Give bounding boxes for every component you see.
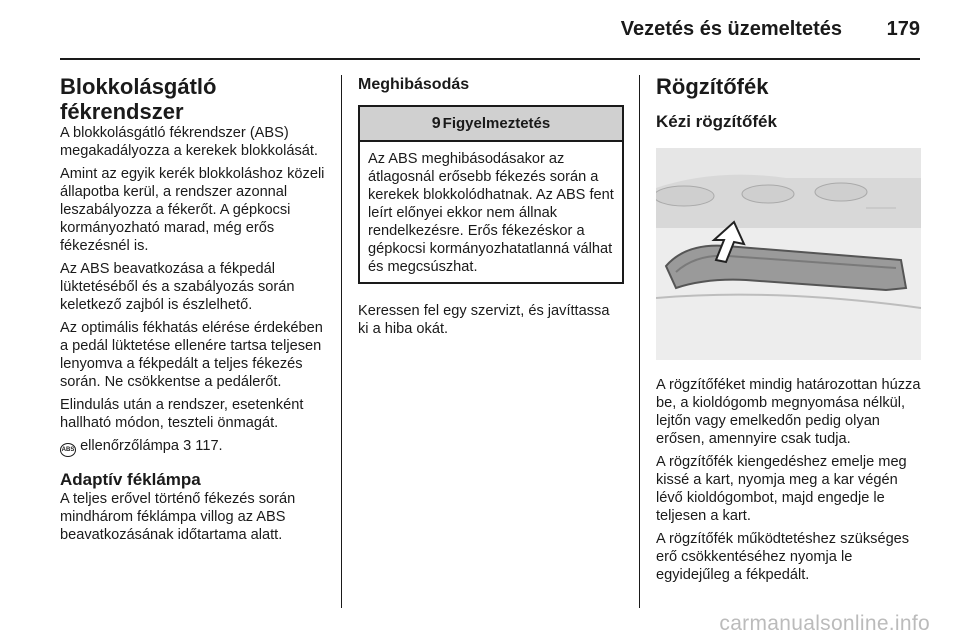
subtitle-manual-parking-brake: Kézi rögzítőfék <box>656 112 777 131</box>
paragraph: A teljes erővel történő fékezés során mindhárom féklámpa villog az ABS beavatkozásának időtartama alatt. <box>60 491 296 543</box>
paragraph: A rögzítőféket mindig határozottan húzza be, a kioldógomb megnyomása nélkül, lejtőn vagy emelkedőn pedig olyan erősen, amennyire csak tudja. <box>656 377 921 447</box>
page-header-title: Vezetés és üzemeltetés <box>620 18 842 40</box>
section-title-parking-brake: Rögzítőfék <box>656 74 769 99</box>
abs-reference <box>60 437 328 457</box>
column-divider-1 <box>341 75 342 608</box>
warning-header <box>360 107 622 142</box>
paragraph: Elindulás után a rendszer, esetenként hallható módon, teszteli önmagát. <box>60 397 304 431</box>
paragraph: A rögzítőfék működtetéshez szükséges erő csökkentéséhez nyomja le egyidejűleg a fékpedált. <box>656 531 910 583</box>
watermark: carmanualsonline.info <box>719 612 930 635</box>
paragraph: A blokkolásgátló fékrendszer (ABS) megakadályozza a kerekek blokkolását. <box>60 125 318 159</box>
parking-brake-illustration <box>656 148 921 360</box>
paragraph: Amint az egyik kerék blokkoláshoz közeli állapotba kerül, a rendszer azonnal leszabályozza a fékerőt. A gépkocsi kormányozható marad, még erős fékezésnél is. <box>60 166 325 254</box>
column-parking-brake <box>656 74 921 589</box>
page-number: 179 <box>886 18 920 40</box>
paragraph: Az ABS beavatkozása a fékpedál lüktetéséből és a szabályozás során keletkező zajból is észlelhető. <box>60 261 295 313</box>
abs-warning-lamp-icon: ABS <box>60 443 76 457</box>
warning-box <box>358 105 624 284</box>
reference-text: ellenőrzőlámpa <box>80 438 180 454</box>
warning-triangle-icon: 9 <box>431 114 441 132</box>
warning-text: Az ABS meghibásodásakor az átlagosnál erősebb fékezés során a kerekek blokkolódhatnak. Az ABS fent leírt előnyei ekkor nem állnak rendelkezésre. Erős fékezéskor a gépkocsi kormányozhatatlanná válhat és megcsúszhat. <box>368 151 614 275</box>
column-abs <box>60 74 328 549</box>
section-title-malfunction: Meghibásodás <box>358 76 470 93</box>
paragraph: Az optimális fékhatás elérése érdekében a pedál lüktetése ellenére tartsa teljesen lenyomva a fékpedált a teljes fékezés során. Ne csökkentse a pedálerőt. <box>60 320 323 390</box>
paragraph: A rögzítőfék kiengedéshez emelje meg kissé a kart, nyomja meg a kar végén lévő kioldógombot, majd engedje le teljesen a kart. <box>656 454 907 524</box>
warning-label: Figyelmeztetés <box>442 115 551 132</box>
header-rule <box>60 58 920 60</box>
page-reference-arrow-icon: 3 <box>183 438 192 454</box>
column-malfunction <box>358 74 624 343</box>
subtitle-adaptive-brake-light: Adaptív féklámpa <box>60 470 201 489</box>
paragraph: Keressen fel egy szervizt, és javíttassa ki a hiba okát. <box>358 303 610 337</box>
column-divider-2 <box>639 75 640 608</box>
section-title-abs: Blokkolásgátló fékrendszer <box>60 74 217 124</box>
reference-page-link[interactable]: 117. <box>195 438 223 454</box>
